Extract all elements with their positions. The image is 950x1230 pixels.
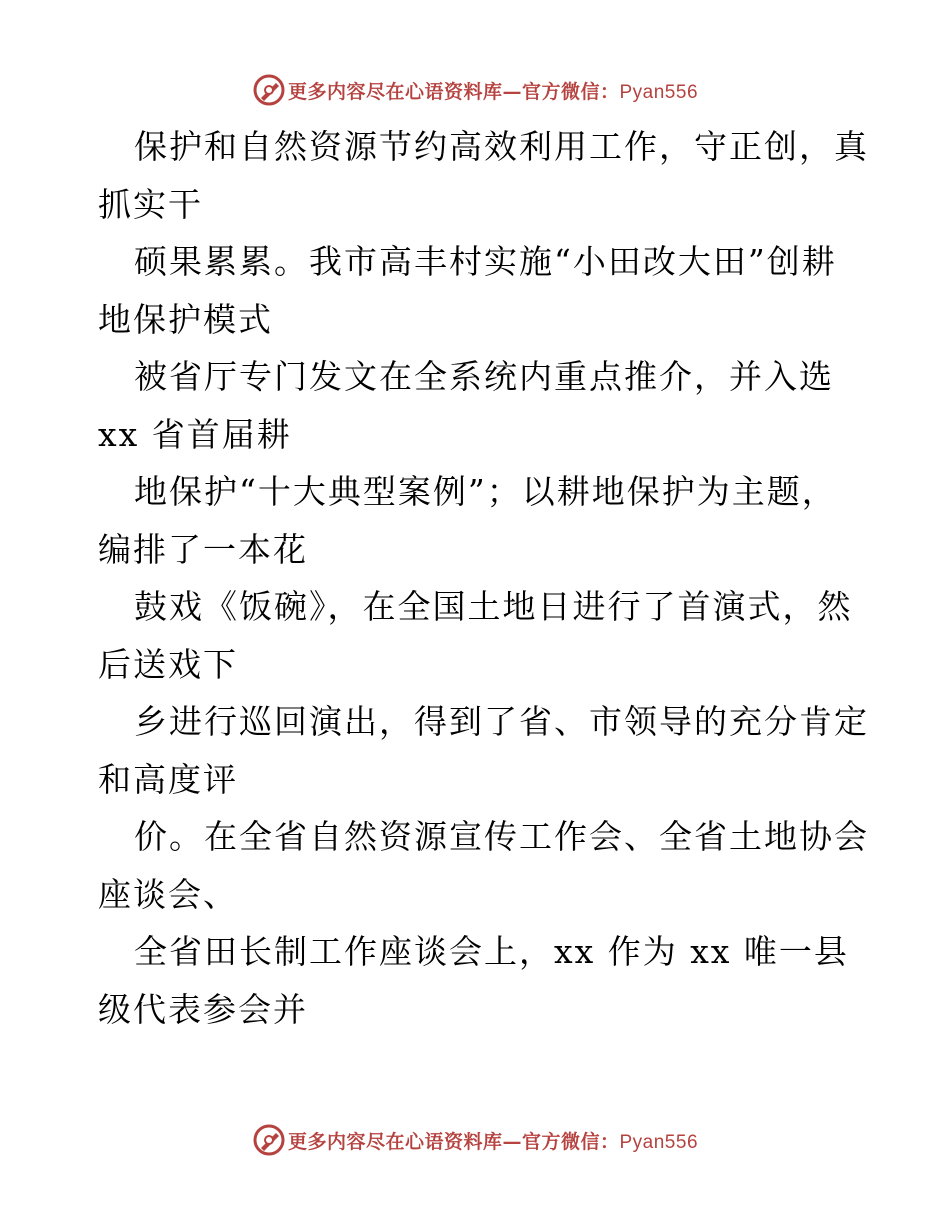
text-line: 编排了一本花 [98,529,308,569]
text-line: 鼓戏《饭碗》，在全国土地日进行了首演式，然 [134,587,853,626]
text-line: 级代表参会并 [98,989,308,1029]
pen-logo-icon [252,1123,286,1157]
text-line: 硕果累累。我市高丰村实施“小田改大田”创耕 [134,242,837,281]
footer-watermark-id: Pyan556 [619,1131,699,1153]
text-line: 被省厅专门发文在全系统内重点推介，并入选 [134,357,834,396]
text-line: 保护和自然资源节约高效利用工作，守正创，真 [134,127,869,166]
footer-watermark-text: 更多内容尽在心语资料库—官方微信： [287,1130,620,1153]
text-line: 全省田长制工作座谈会上，xx 作为 xx 唯一县 [134,932,849,971]
text-line: 价。在全省自然资源宣传工作会、全省土地协会 [134,817,869,856]
footer-watermark [0,1120,950,1160]
document-body [98,118,869,1038]
text-line: 乡进行巡回演出，得到了省、市领导的充分肯定 [134,702,869,741]
text-line: 座谈会、 [98,874,238,914]
text-line: 地保护模式 [98,299,273,339]
text-line: 地保护“十大典型案例”；以耕地保护为主题， [134,472,837,511]
header-watermark [0,70,950,110]
text-line: 后送戏下 [98,644,238,684]
text-line: 和高度评 [98,759,238,799]
text-line: 抓实干 [98,184,203,224]
pen-logo-icon [252,73,286,107]
header-watermark-id: Pyan556 [619,81,699,103]
text-line: xx 省首届耕 [98,414,292,454]
header-watermark-text: 更多内容尽在心语资料库—官方微信： [287,80,620,103]
